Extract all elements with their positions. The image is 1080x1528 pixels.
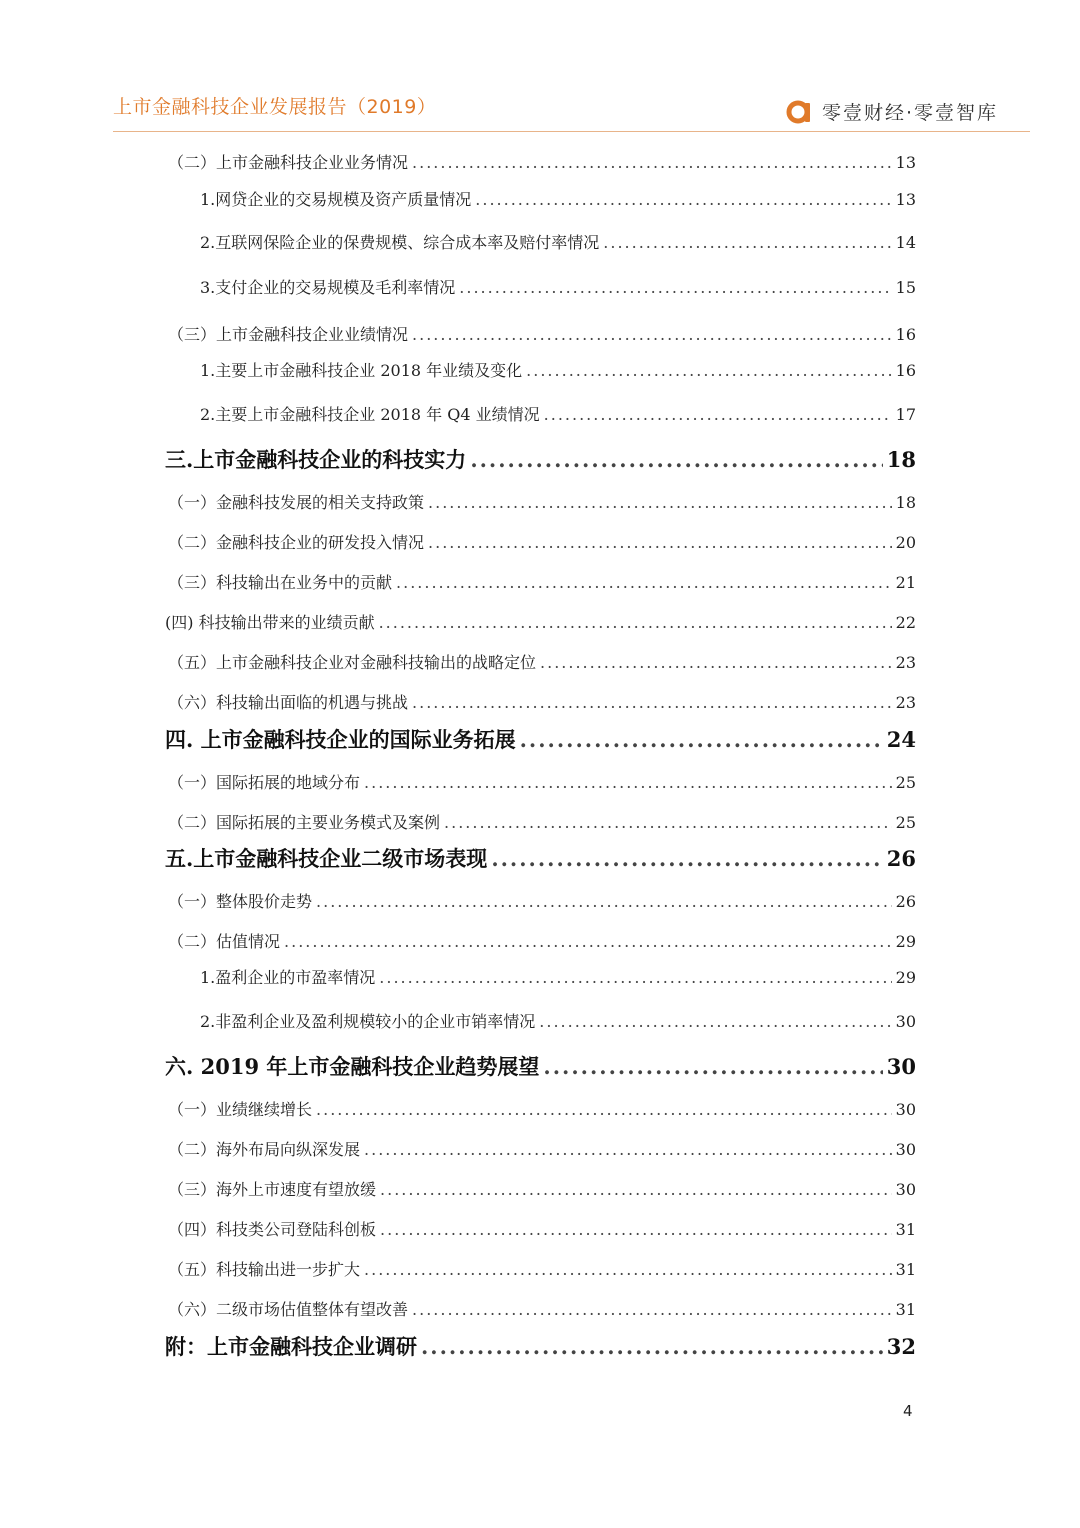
toc-entry-label: 1.主要上市金融科技企业 2018 年业绩及变化 xyxy=(200,361,523,380)
toc-entry-label: （二）估值情况 xyxy=(168,932,281,951)
toc-chapter-label: 六. 2019 年上市金融科技企业趋势展望 xyxy=(165,1054,540,1079)
toc-entry-label: （二）上市金融科技企业业务情况 xyxy=(168,153,409,172)
toc-leader xyxy=(543,1053,882,1081)
toc-leader xyxy=(380,1179,892,1201)
toc-entry-page: 16 xyxy=(895,325,916,344)
toc-entry-page: 26 xyxy=(895,892,916,911)
toc-chapter[interactable] xyxy=(165,845,916,873)
toc-entry[interactable] xyxy=(168,1139,916,1161)
toc-chapter-page: 32 xyxy=(886,1334,916,1359)
toc-leader xyxy=(364,772,892,794)
toc-entry-label: （一）业绩继续增长 xyxy=(168,1100,313,1119)
toc-leader xyxy=(412,1299,892,1321)
toc-entry-label: （三）科技输出在业务中的贡献 xyxy=(168,573,393,592)
toc-entry-page: 18 xyxy=(895,493,916,512)
toc-entry-page: 30 xyxy=(895,1180,916,1199)
toc-entry-page: 23 xyxy=(895,653,916,672)
toc-chapter-label: 附：上市金融科技企业调研 xyxy=(165,1334,417,1359)
toc-entry-page: 30 xyxy=(895,1100,916,1119)
toc-entry-page: 31 xyxy=(895,1220,916,1239)
toc-entry[interactable] xyxy=(168,572,916,594)
toc-leader xyxy=(412,324,892,346)
toc-entry-page: 14 xyxy=(895,233,916,252)
toc-leader xyxy=(475,189,891,211)
toc-entry-page: 21 xyxy=(895,573,916,592)
toc-leader xyxy=(364,1259,892,1281)
toc-entry-page: 25 xyxy=(895,773,916,792)
toc-entry-label: （三）海外上市速度有望放缓 xyxy=(168,1180,377,1199)
toc-entry-label: （一）整体股价走势 xyxy=(168,892,313,911)
toc-entry[interactable] xyxy=(165,612,916,634)
toc-entry-page: 13 xyxy=(895,190,916,209)
report-title: 上市金融科技企业发展报告（2019） xyxy=(113,96,437,118)
toc-entry-page: 22 xyxy=(895,613,916,632)
toc-entry[interactable] xyxy=(168,812,916,834)
toc-leader xyxy=(470,446,882,474)
toc-entry[interactable] xyxy=(168,532,916,554)
toc-entry-label: 1.盈利企业的市盈率情况 xyxy=(200,968,376,987)
toc-entry[interactable] xyxy=(168,1099,916,1121)
toc-leader xyxy=(412,692,892,714)
toc-leader xyxy=(444,812,892,834)
toc-chapter-page: 26 xyxy=(886,846,916,871)
toc-entry[interactable] xyxy=(168,152,916,174)
toc-entry-page: 25 xyxy=(895,813,916,832)
toc-entry[interactable] xyxy=(200,404,916,426)
toc-entry-page: 16 xyxy=(895,361,916,380)
toc-leader xyxy=(379,612,892,634)
toc-leader xyxy=(412,152,892,174)
brand-logo-icon xyxy=(786,97,814,125)
toc-entry-label: （一）金融科技发展的相关支持政策 xyxy=(168,493,425,512)
toc-entry-label: 1.网贷企业的交易规模及资产质量情况 xyxy=(200,190,472,209)
toc-leader xyxy=(316,1099,892,1121)
toc-chapter[interactable] xyxy=(165,1053,916,1081)
toc-entry[interactable] xyxy=(168,1219,916,1241)
toc-leader xyxy=(459,277,891,299)
toc-leader xyxy=(544,404,892,426)
toc-entry-label: （四）科技类公司登陆科创板 xyxy=(168,1220,377,1239)
toc-entry[interactable] xyxy=(168,772,916,794)
toc-leader xyxy=(380,1219,892,1241)
toc-entry[interactable] xyxy=(168,692,916,714)
toc-entry-page: 15 xyxy=(895,278,916,297)
toc-entry[interactable] xyxy=(200,360,916,382)
toc-entry[interactable] xyxy=(200,189,916,211)
toc-entry-label: (四) 科技输出带来的业绩贡献 xyxy=(165,613,375,632)
toc-leader xyxy=(491,845,882,873)
toc-chapter-label: 四. 上市金融科技企业的国际业务拓展 xyxy=(165,727,516,752)
toc-chapter[interactable] xyxy=(165,726,916,754)
toc-entry-label: （一）国际拓展的地域分布 xyxy=(168,773,361,792)
toc-entry[interactable] xyxy=(168,931,916,953)
toc-entry[interactable] xyxy=(168,1299,916,1321)
toc-entry-page: 17 xyxy=(895,405,916,424)
toc-entry[interactable] xyxy=(168,1259,916,1281)
toc-entry-page: 23 xyxy=(895,693,916,712)
toc-entry-label: （六）二级市场估值整体有望改善 xyxy=(168,1300,409,1319)
toc-entry-page: 29 xyxy=(895,968,916,987)
toc-entry-page: 20 xyxy=(895,533,916,552)
toc-chapter-page: 18 xyxy=(886,447,916,472)
toc-leader xyxy=(526,360,891,382)
toc-entry-label: （六）科技输出面临的机遇与挑战 xyxy=(168,693,409,712)
toc-entry[interactable] xyxy=(200,1011,916,1033)
toc-entry-page: 31 xyxy=(895,1300,916,1319)
toc-entry[interactable] xyxy=(200,967,916,989)
toc-entry-label: （二）国际拓展的主要业务模式及案例 xyxy=(168,813,441,832)
toc-chapter[interactable] xyxy=(165,1333,916,1361)
toc-entry-label: 2.主要上市金融科技企业 2018 年 Q4 业绩情况 xyxy=(200,405,540,424)
toc-chapter[interactable] xyxy=(165,446,916,474)
toc-entry-label: 3.支付企业的交易规模及毛利率情况 xyxy=(200,278,456,297)
toc-entry[interactable] xyxy=(200,277,916,299)
toc-entry[interactable] xyxy=(168,891,916,913)
brand-name: 零壹财经·零壹智库 xyxy=(822,101,999,124)
brand xyxy=(786,96,998,126)
toc-entry-page: 29 xyxy=(895,932,916,951)
toc-leader xyxy=(284,931,892,953)
toc-chapter-label: 三.上市金融科技企业的科技实力 xyxy=(165,447,467,472)
toc-entry-label: （二）海外布局向纵深发展 xyxy=(168,1140,361,1159)
toc-chapter-page: 30 xyxy=(886,1054,916,1079)
toc-leader xyxy=(428,532,892,554)
toc-entry-page: 30 xyxy=(895,1012,916,1031)
toc-leader xyxy=(540,652,892,674)
toc-leader xyxy=(396,572,892,594)
toc-entry[interactable] xyxy=(168,652,916,674)
toc-entry[interactable] xyxy=(168,492,916,514)
toc-leader xyxy=(603,232,891,254)
toc-entry[interactable] xyxy=(168,324,916,346)
toc-entry[interactable] xyxy=(168,1179,916,1201)
toc-leader xyxy=(428,492,892,514)
toc-leader xyxy=(421,1333,883,1361)
toc-entry-page: 13 xyxy=(895,153,916,172)
toc-leader xyxy=(316,891,892,913)
toc-entry-label: 2.互联网保险企业的保费规模、综合成本率及赔付率情况 xyxy=(200,233,600,252)
toc-leader xyxy=(539,1011,891,1033)
header-divider xyxy=(113,131,1030,132)
toc-entry-label: （三）上市金融科技企业业绩情况 xyxy=(168,325,409,344)
page-number: 4 xyxy=(903,1402,913,1420)
toc-entry-page: 31 xyxy=(895,1260,916,1279)
toc-leader xyxy=(520,726,883,754)
toc-entry-label: （二）金融科技企业的研发投入情况 xyxy=(168,533,425,552)
toc-entry-label: （五）上市金融科技企业对金融科技输出的战略定位 xyxy=(168,653,537,672)
toc-entry[interactable] xyxy=(200,232,916,254)
toc-leader xyxy=(379,967,891,989)
toc-entry-label: 2.非盈利企业及盈利规模较小的企业市销率情况 xyxy=(200,1012,536,1031)
toc-chapter-label: 五.上市金融科技企业二级市场表现 xyxy=(165,846,488,871)
toc-leader xyxy=(364,1139,892,1161)
toc-chapter-page: 24 xyxy=(886,727,916,752)
toc-entry-page: 30 xyxy=(895,1140,916,1159)
toc-entry-label: （五）科技输出进一步扩大 xyxy=(168,1260,361,1279)
